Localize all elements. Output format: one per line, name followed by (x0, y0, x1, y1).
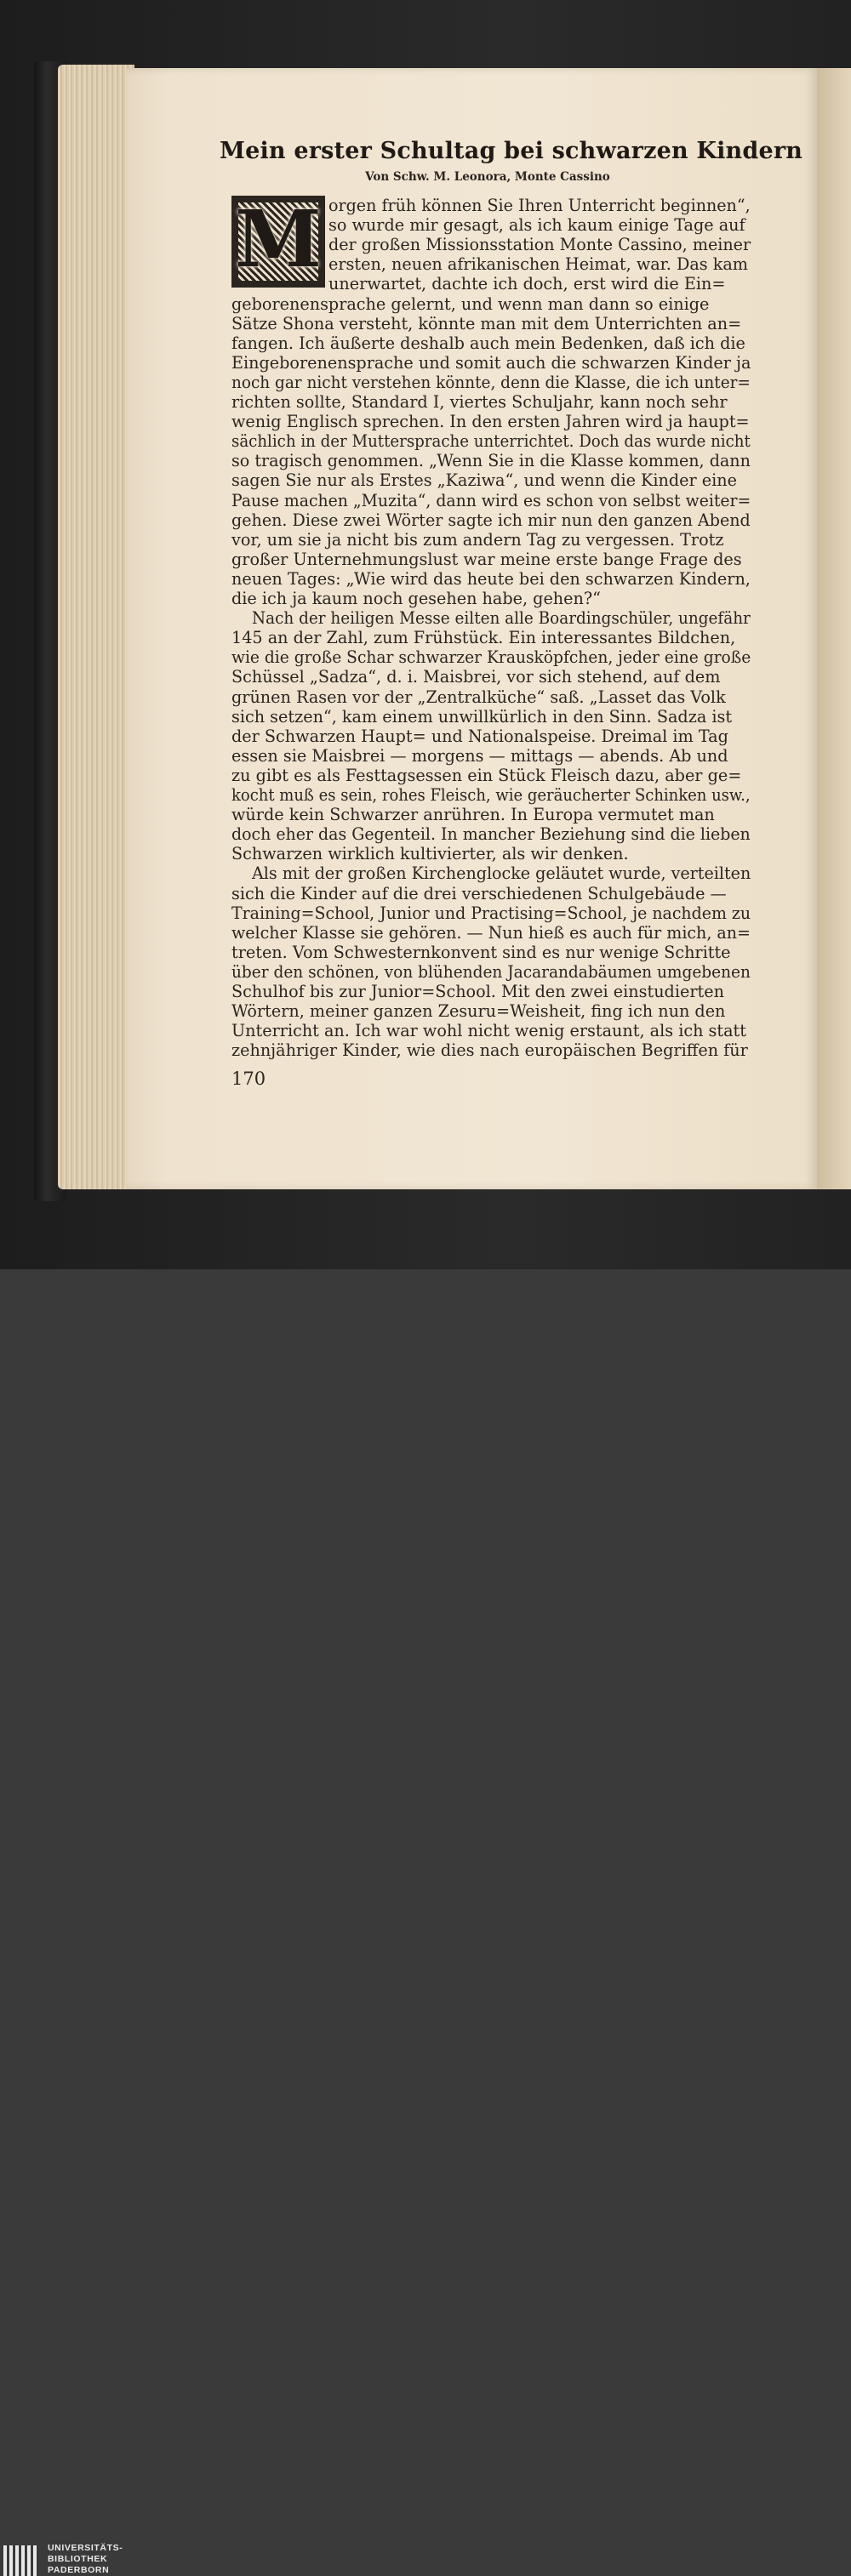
text-line: Pause machen „Muzita“, dann wird es schon von selbst weiter= (231, 490, 751, 510)
page-number: 170 (231, 1069, 266, 1089)
text-line: wie die große Schar schwarzer Krausköpfchen, jeder eine große (231, 647, 751, 668)
text-line: Unterricht an. Ich war wohl nicht wenig erstaunt, als ich statt (231, 1021, 746, 1041)
text-line: Eingeborenensprache und somit auch die schwarzen Kinder ja (231, 352, 751, 373)
library-name-line1: UNIVERSITÄTS- (48, 2543, 123, 2553)
text-line: vor, um sie ja nicht bis zum andern Tag zu vergessen. Trotz (231, 529, 724, 550)
decorative-initial (231, 193, 325, 288)
library-logo-icon (3, 2545, 41, 2576)
text-line: sich setzen“, kam einem unwillkürlich in den Sinn. Sadza ist (231, 706, 733, 727)
text-line: zu gibt es als Festtagsessen ein Stück Fleisch dazu, aber ge= (231, 765, 742, 785)
text-line: kocht muß es sein, rohes Fleisch, wie geräucherter Schinken usw., (231, 785, 751, 805)
text-line: welcher Klasse sie gehören. — Nun hieß es auch für mich, an= (231, 922, 751, 943)
text-line: der großen Missionsstation Monte Cassino, meiner (328, 235, 751, 255)
library-footer (0, 1269, 851, 2575)
library-name-line2: BIBLIOTHEK (48, 2554, 108, 2564)
text-line: Schulhof bis zur Junior=School. Mit den zwei einstudierten (231, 982, 724, 1001)
facing-page-edge (815, 68, 851, 1189)
library-name-line3: PADERBORN (48, 2565, 110, 2575)
text-line: geborenensprache gelernt, und wenn man dann so einige (231, 294, 710, 314)
text-line: treten. Vom Schwesternkonvent sind es nur wenige Schritte (231, 942, 731, 962)
text-line: der Schwarzen Haupt= und Nationalspeise. Dreimal im Tag (231, 726, 728, 746)
text-line: die ich ja kaum noch gesehen habe, gehen?“ (231, 589, 601, 608)
text-line: Schwarzen wirklich kultivierter, als wir denken. (231, 844, 629, 864)
text-line: großer Unternehmungslust war meine erste bange Frage des (231, 549, 742, 569)
text-line: so tragisch genommen. „Wenn Sie in die Klasse kommen, dann (231, 451, 751, 471)
text-line: sich die Kinder auf die drei verschiedenen Schulgebäude — (231, 883, 727, 903)
text-line: Training=School, Junior und Practising=School, je nachdem zu (231, 903, 751, 923)
initial-letter: M (235, 193, 322, 285)
book-scan (0, 0, 851, 1269)
text-line: grünen Rasen vor der „Zentralküche“ saß. „Lasset das Volk (231, 687, 726, 707)
text-line: neuen Tages: „Wie wird das heute bei den schwarzen Kindern, (231, 568, 751, 589)
text-line: noch gar nicht verstehen könnte, denn die Klasse, die ich unter= (231, 372, 751, 392)
text-line: über den schönen, von blühenden Jacarandabäumen umgebenen (231, 961, 751, 982)
text-line: Schüssel „Sadza“, d. i. Maisbrei, vor sich stehend, auf dem (231, 667, 721, 687)
text-line: unerwartet, dachte ich doch, erst wird die Ein= (328, 274, 726, 294)
text-line: Sätze Shona versteht, könnte man mit dem Unterrichten an= (231, 313, 742, 333)
text-line: essen sie Maisbrei — morgens — mittags — abends. Ab und (231, 745, 728, 766)
text-line: zehnjähriger Kinder, wie dies nach europäischen Begriffen für (231, 1040, 748, 1061)
text-line: doch eher das Gegenteil. In mancher Beziehung sind die lieben (231, 824, 751, 845)
text-line: Nach der heiligen Messe eilten alle Boardingschüler, ungefähr (252, 608, 751, 629)
text-line: sächlich in der Muttersprache unterrichtet. Doch das wurde nicht (231, 431, 751, 452)
text-line: fangen. Ich äußerte deshalb auch mein Bedenken, daß ich die (231, 333, 745, 353)
book-page (126, 68, 817, 1189)
text-line: würde kein Schwarzer anrühren. In Europa vermutet man (231, 805, 715, 825)
article-byline: Von Schw. M. Leonora, Monte Cassino (365, 170, 610, 184)
text-line: 145 an der Zahl, zum Frühstück. Ein interessantes Bildchen, (231, 628, 736, 648)
text-line: sagen Sie nur als Erstes „Kaziwa“, und wenn die Kinder eine (231, 470, 737, 491)
text-line: so wurde mir gesagt, als ich kaum einige Tage auf (328, 215, 745, 236)
article-title: Mein erster Schultag bei schwarzen Kindern (220, 138, 803, 164)
page-edges (58, 65, 134, 1189)
text-line: wenig Englisch sprechen. In den ersten Jahren wird ja haupt= (231, 412, 750, 432)
text-line: orgen früh können Sie Ihren Unterricht beginnen“, (328, 196, 751, 215)
text-line: Wörtern, meiner ganzen Zesuru=Weisheit, fing ich nun den (231, 1001, 726, 1022)
text-line: ersten, neuen afrikanischen Heimat, war. Das kam (328, 254, 748, 275)
text-line: gehen. Diese zwei Wörter sagte ich mir nun den ganzen Abend (231, 510, 751, 530)
text-line: richten sollte, Standard I, viertes Schuljahr, kann noch sehr (231, 392, 728, 412)
text-line: Als mit der großen Kirchenglocke geläutet wurde, verteilten (252, 863, 751, 884)
